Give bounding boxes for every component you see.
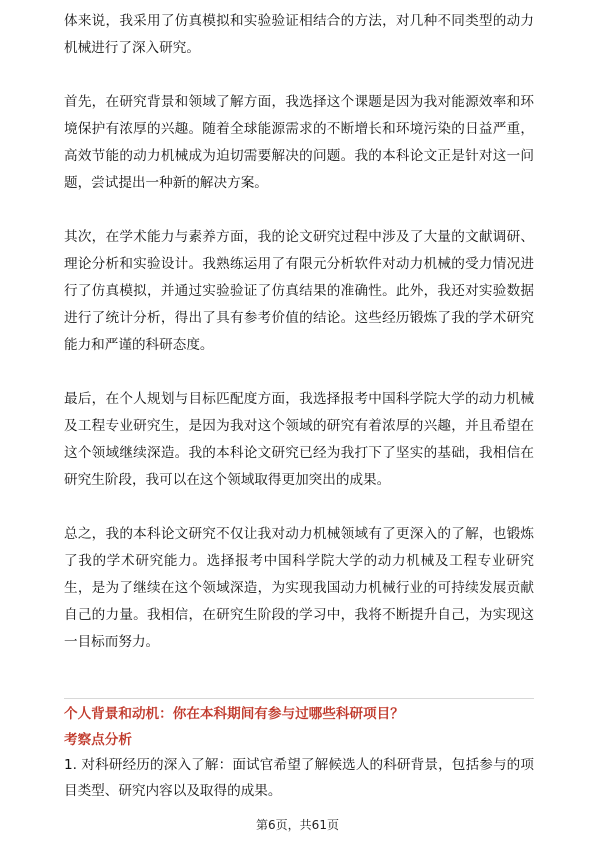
analysis-item: 1. 对科研经历的深入了解：面试官希望了解候选人的科研背景，包括参与的项目类型、研究内容以及取得的成果。 <box>64 757 534 799</box>
paragraph-background: 首先，在研究背景和领域了解方面，我选择这个课题是因为我对能源效率和环境保护有浓厚的兴趣。随着全球能源需求的不断增长和环境污染的日益严重，高效节能的动力机械成为迫切需要解决的问题。我的本科论文正是针对这一问题，尝试提出一种新的解决方案。 <box>64 94 534 191</box>
paragraph-summary: 总之，我的本科论文研究不仅让我对动力机械领域有了更深入的了解，也锻炼了我的学术研究能力。选择报考中国科学院大学的动力机械及工程专业研究生，是为了继续在这个领域深造，为实现我国动力机械行业的可持续发展贡献自己的力量。我相信，在研究生阶段的学习中，我将不断提升自己，为实现这一目标而努力。 <box>64 526 534 650</box>
analysis-heading: 考察点分析 <box>64 732 132 748</box>
paragraph-academic: 其次，在学术能力与素养方面，我的论文研究过程中涉及了大量的文献调研、理论分析和实验设计。我熟练运用了有限元分析软件对动力机械的受力情况进行了仿真模拟，并通过实验验证了仿真结果的准确性。此外，我还对实验数据进行了统计分析，得出了具有参考价值的结论。这些经历锻炼了我的学术研究能力和严谨的科研态度。 <box>64 229 534 353</box>
page-number: 第6页，共61页 <box>256 818 339 832</box>
paragraph-planning: 最后，在个人规划与目标匹配度方面，我选择报考中国科学院大学的动力机械及工程专业研究生，是因为我对这个领域的研究有着浓厚的兴趣，并且希望在这个领域继续深造。我的本科论文研究已经为我打下了坚实的基础，我相信在研究生阶段，我可以在这个领域取得更加突出的成果。 <box>64 391 534 488</box>
section-divider <box>64 698 534 699</box>
question-heading: 个人背景和动机：你在本科期间有参与过哪些科研项目？ <box>64 706 404 722</box>
paragraph-method: 体来说，我采用了仿真模拟和实验验证相结合的方法，对几种不同类型的动力机械进行了深入研究。 <box>64 13 534 56</box>
answer-body <box>64 8 534 656</box>
